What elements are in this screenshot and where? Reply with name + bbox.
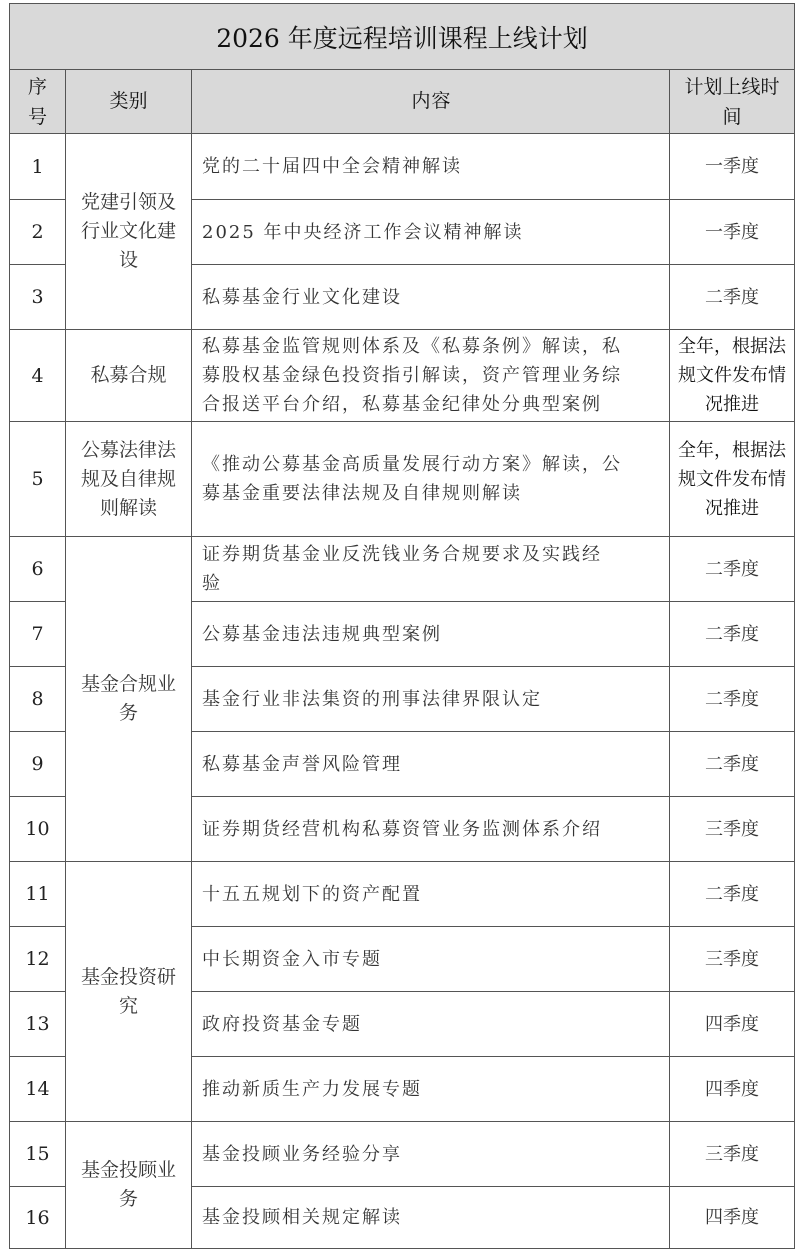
content-line: 2025 年中央经济工作会议精神解读 [202, 221, 524, 243]
row-category: 党建引领及行业文化建设 [66, 134, 192, 330]
row-number: 5 [10, 422, 66, 537]
content-line: 党的二十届四中全会精神解读 [202, 156, 462, 177]
table-row [10, 422, 795, 537]
row-time: 二季度 [670, 537, 795, 602]
row-number: 10 [10, 797, 66, 862]
row-number: 3 [10, 265, 66, 330]
content-line: 政府投资基金专题 [202, 1013, 362, 1035]
row-time: 一季度 [670, 134, 795, 200]
content-line: 证券期货经营机构私募资管业务监测体系介绍 [202, 818, 602, 840]
row-content [192, 134, 670, 200]
row-number: 9 [10, 732, 66, 797]
row-category: 私募合规 [66, 330, 192, 422]
content-line: 中长期资金入市专题 [202, 948, 382, 970]
content-line: 《推动公募基金高质量发展行动方案》解读，公 [202, 454, 622, 475]
header-content: 内容 [192, 70, 670, 134]
row-content [192, 330, 670, 422]
content-line: 十五五规划下的资产配置 [202, 883, 422, 905]
row-time: 全年，根据法规文件发布情况推进 [670, 330, 795, 422]
row-content [192, 1122, 670, 1187]
row-content [192, 927, 670, 992]
row-time: 四季度 [670, 992, 795, 1057]
row-time: 四季度 [670, 1187, 795, 1249]
content-line: 私募基金声誉风险管理 [202, 753, 402, 775]
content-line: 募基金重要法律法规及自律规则解读 [202, 483, 522, 504]
content-line: 证券期货基金业反洗钱业务合规要求及实践经 [202, 544, 602, 565]
row-time: 三季度 [670, 927, 795, 992]
row-number: 4 [10, 330, 66, 422]
row-time: 三季度 [670, 1122, 795, 1187]
content-line: 募股权基金绿色投资指引解读，资产管理业务综 [202, 365, 622, 386]
table-row [10, 330, 795, 422]
row-time: 四季度 [670, 1057, 795, 1122]
content-line: 验 [202, 573, 222, 594]
content-line: 推动新质生产力发展专题 [202, 1078, 422, 1100]
row-number: 15 [10, 1122, 66, 1187]
training-plan-table [9, 3, 795, 1249]
row-content [192, 862, 670, 927]
row-content [192, 537, 670, 602]
header-row [10, 70, 795, 134]
table-row [10, 1122, 795, 1187]
content-line: 公募基金违法违规典型案例 [202, 623, 442, 645]
row-number: 13 [10, 992, 66, 1057]
row-content [192, 1057, 670, 1122]
row-time: 三季度 [670, 797, 795, 862]
row-category: 公募法律法规及自律规则解读 [66, 422, 192, 537]
content-line: 基金投顾相关规定解读 [202, 1207, 402, 1228]
row-number: 2 [10, 200, 66, 265]
row-number: 14 [10, 1057, 66, 1122]
row-number: 12 [10, 927, 66, 992]
row-time: 二季度 [670, 667, 795, 732]
table-row [10, 134, 795, 200]
content-line: 私募基金监管规则体系及《私募条例》解读，私 [202, 336, 622, 357]
row-number: 1 [10, 134, 66, 200]
row-time: 二季度 [670, 862, 795, 927]
table-row [10, 862, 795, 927]
row-content [192, 200, 670, 265]
content-line: 合报送平台介绍，私募基金纪律处分典型案例 [202, 394, 602, 415]
table-title: 2026 年度远程培训课程上线计划 [10, 4, 795, 70]
header-category: 类别 [66, 70, 192, 134]
content-line: 基金行业非法集资的刑事法律界限认定 [202, 688, 542, 710]
row-content [192, 992, 670, 1057]
content-line: 私募基金行业文化建设 [202, 286, 402, 308]
row-time: 二季度 [670, 732, 795, 797]
content-line: 基金投顾业务经验分享 [202, 1143, 402, 1165]
row-number: 16 [10, 1187, 66, 1249]
row-content [192, 667, 670, 732]
row-number: 11 [10, 862, 66, 927]
row-content [192, 422, 670, 537]
row-number: 8 [10, 667, 66, 732]
row-category: 基金投资研究 [66, 862, 192, 1122]
row-category: 基金投顾业务 [66, 1122, 192, 1249]
row-time: 全年，根据法规文件发布情况推进 [670, 422, 795, 537]
row-content [192, 602, 670, 667]
header-no: 序号 [10, 70, 66, 134]
header-time: 计划上线时间 [670, 70, 795, 134]
row-content [192, 265, 670, 330]
row-number: 6 [10, 537, 66, 602]
row-content [192, 732, 670, 797]
row-category: 基金合规业务 [66, 537, 192, 862]
table-row [10, 537, 795, 602]
row-time: 二季度 [670, 602, 795, 667]
row-time: 一季度 [670, 200, 795, 265]
row-content [192, 1187, 670, 1249]
row-number: 7 [10, 602, 66, 667]
row-time: 二季度 [670, 265, 795, 330]
row-content [192, 797, 670, 862]
